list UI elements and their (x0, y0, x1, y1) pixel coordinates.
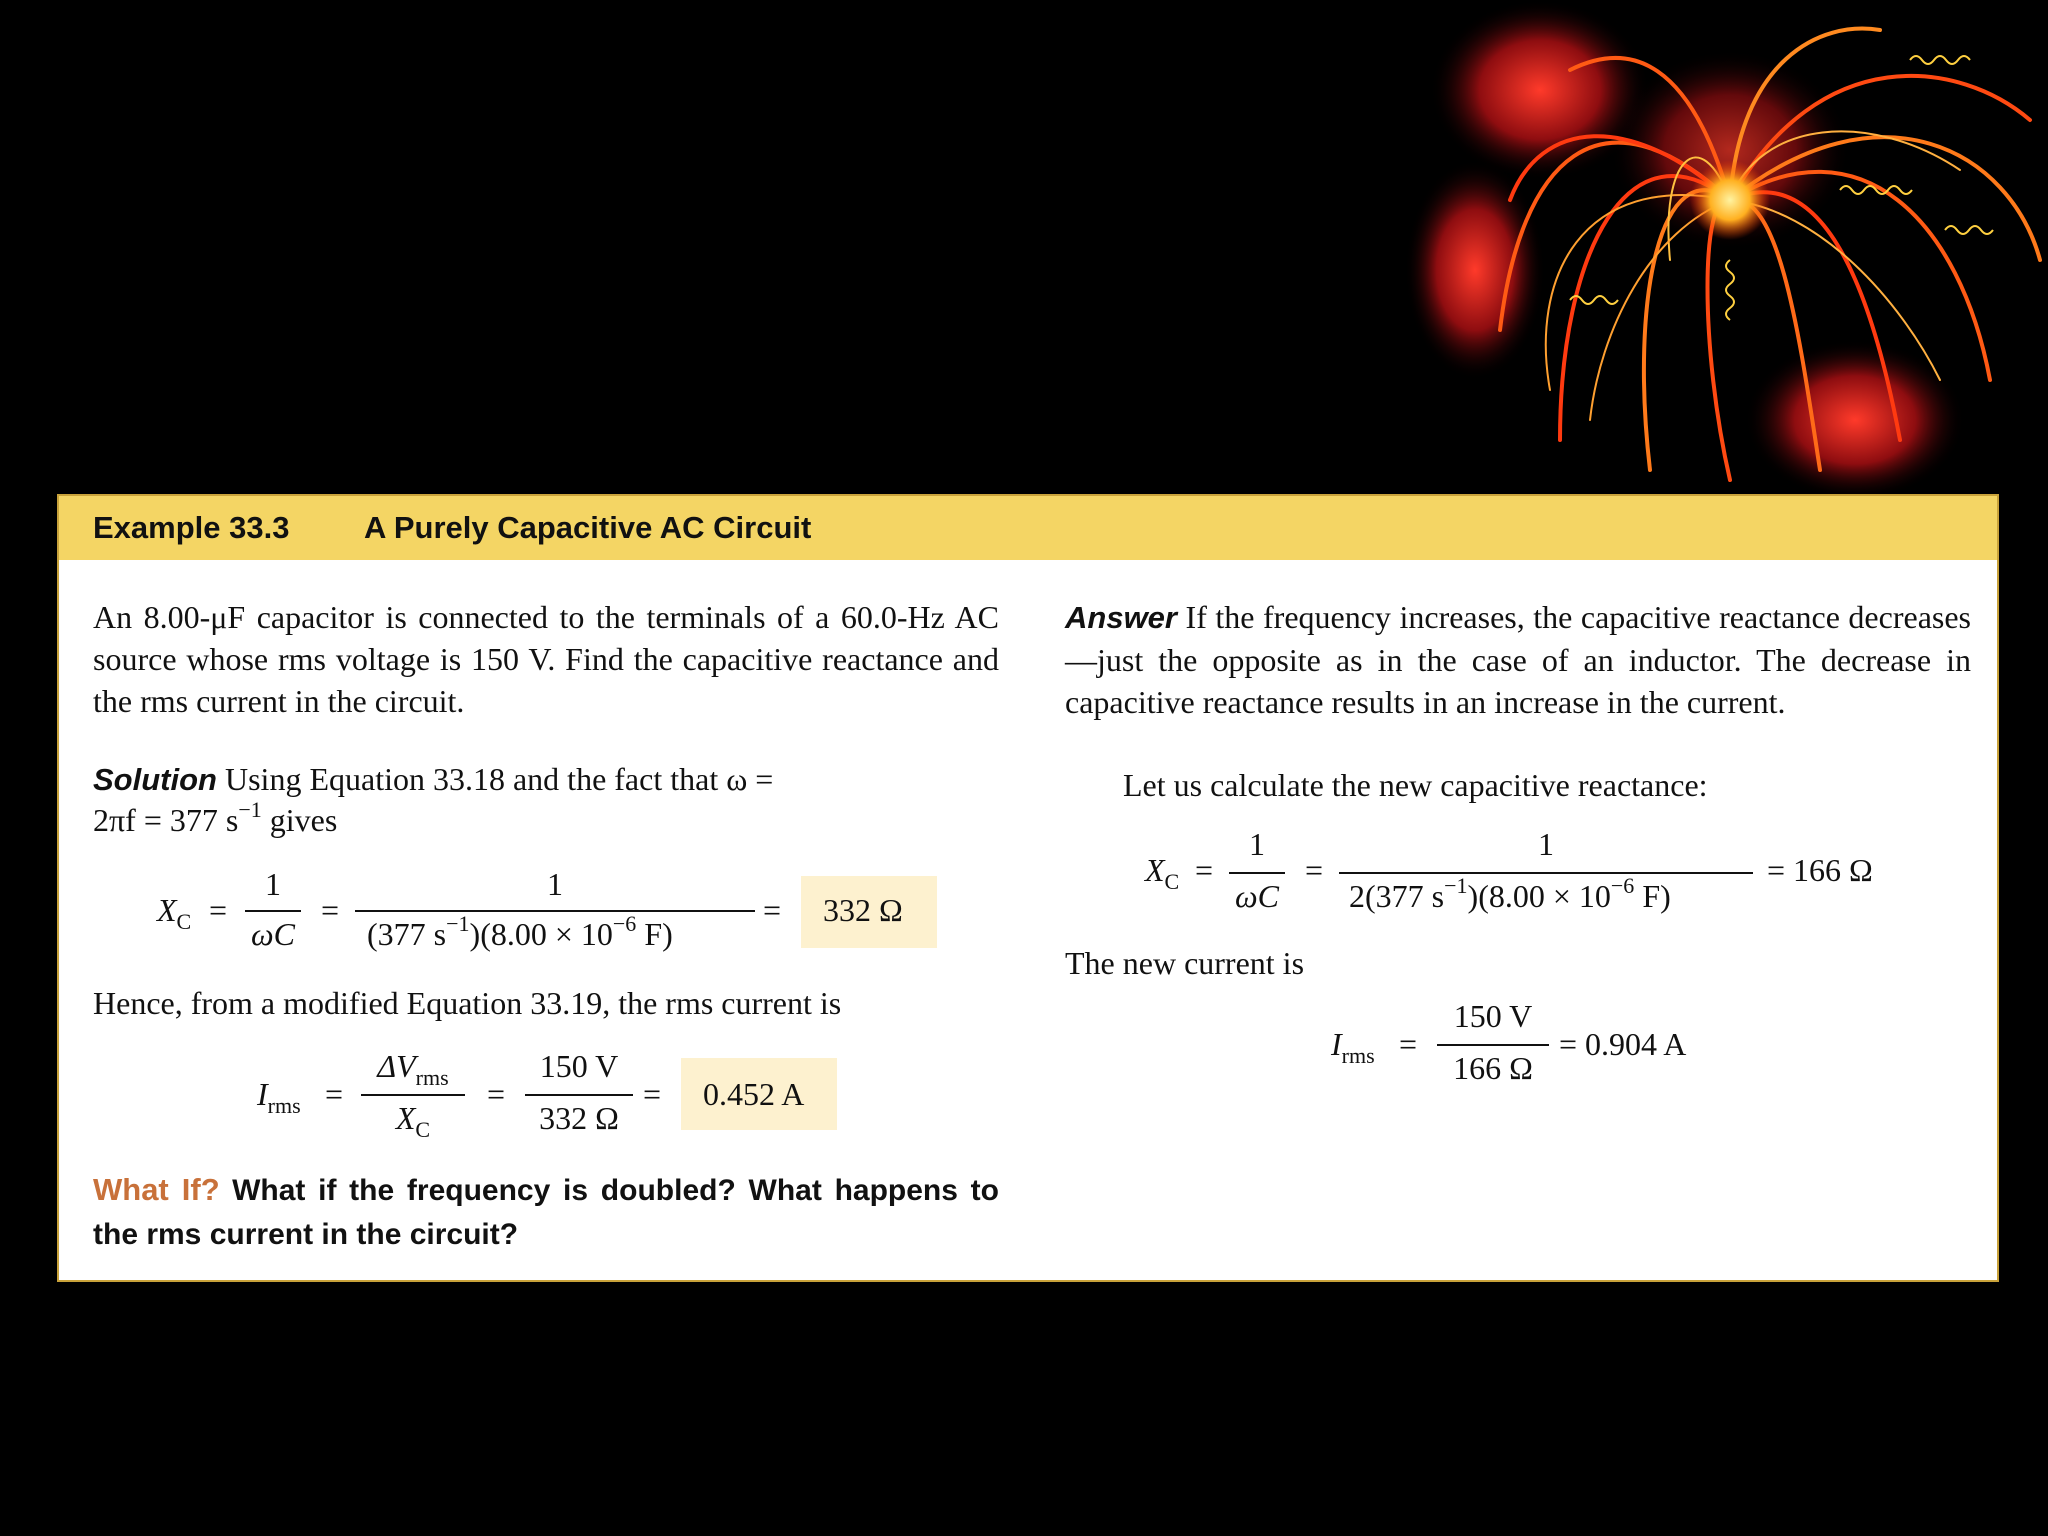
solution-lead: Solution (93, 762, 217, 797)
answer-paragraph (1065, 596, 1971, 723)
answer-lead: Answer (1065, 600, 1177, 635)
eq2-frac1-den: $X_C$ (395, 1100, 431, 1142)
eq1-frac2-den: (377 $s^{-1})(8.00 \times 10^{-6}$ F) (367, 911, 673, 952)
eq4-result: = 0.904 A (1559, 1026, 1687, 1062)
what-if-lead: What If? (93, 1172, 220, 1207)
what-if-paragraph (93, 1168, 999, 1256)
eq3-result: = 166 Ω (1767, 852, 1873, 888)
eq3-frac1-num: 1 (1249, 826, 1265, 862)
eq3-frac1-den: ωC (1235, 878, 1279, 914)
eq3-frac2-num: 1 (1538, 826, 1554, 862)
example-number: Example 33.3 (93, 510, 290, 545)
example-title: A Purely Capacitive AC Circuit (364, 510, 812, 545)
eq4-frac-num: 150 V (1453, 998, 1533, 1034)
solution-line-2: 2πf = 377 $s^{-1}$ gives (93, 797, 338, 838)
fireworks-decoration (1400, 0, 2048, 496)
solution-paragraph (93, 758, 999, 801)
eq4-lhs: $I_{rms}$ (1331, 1026, 1375, 1068)
eq2-lhs: $I_{rms}$ (257, 1076, 301, 1118)
burst-core (1690, 160, 1770, 240)
new-current-sentence: The new current is (1065, 945, 1305, 981)
eq1-lhs: $X_C$ (157, 892, 192, 934)
eq3-frac2-den: 2(377 $s^{-1})(8.00 \times 10^{-6}$ F) (1349, 873, 1671, 914)
calc-intro: Let us calculate the new capacitive reactance: (1123, 767, 1708, 803)
hence-sentence: Hence, from a modified Equation 33.19, the rms current is (93, 985, 842, 1021)
problem-statement: An 8.00-μF capacitor is connected to the terminals of a 60.0-Hz AC source whose rms voltage is 150 V. Find the capacitive reactance and the rms current in the circuit. (93, 599, 999, 719)
eq1-result: 332 Ω (823, 892, 903, 928)
eq1-frac1-num: 1 (265, 866, 281, 902)
glow-blob (1405, 160, 1545, 380)
eq4-frac-den: 166 Ω (1453, 1050, 1533, 1086)
eq1-frac1-den: ωC (251, 916, 295, 952)
eq2-frac2-num: 150 V (539, 1048, 619, 1084)
example-box: Example 33.3 A Purely Capacitive AC Circuit An 8.00-μF capacitor is connected to the terminals of a 60.0-Hz AC source whose rms voltage is 150 V. Find the capacitive reactance and the rms current in the circuit. Solution Using Equation 33.18 and the fact that ω = 2πf = 377 $s^{-1}$ gives $X_C$ = 1 ωC = 1 (377 $s^{-1})(8.00 \times 10^{-6}$ F) = 332 Ω Hence, from a modified Equation 33.19, the rms current is $I_{rms}$ = $\Delta V_{rms}$ $X_C$ = 150 V 332 Ω = 0.452 A What If? What if the frequency is doubled? What happens to the rms current in the circuit? Answer If the frequency increases, the capacitive reactance decreases—just the opposite as in the case of an inductor. The decrease in capacitive reactance results in an increase in the current. Let us calculate the new capacitive reactance: $X_C$ = 1 ωC = 1 2(377 $s^{-1})(8.00 \times 10^{-6}$ F) = 166 Ω The new current is $I_{rms}$ = 150 V 166 Ω = 0.904 A (57, 494, 1999, 1282)
eq1-equals: = (209, 892, 228, 928)
eq2-result: 0.452 A (703, 1076, 805, 1112)
eq3-lhs: $X_C$ (1145, 852, 1180, 894)
what-if-question: What if the frequency is doubled? What happens to the rms current in the circuit? (93, 1174, 999, 1251)
answer-text: If the frequency increases, the capacitive reactance decreases—just the opposite as in the case of an inductor. The decrease in capacitive reactance results in an increase in the current. (1065, 599, 1972, 720)
eq2-frac1-num: $\Delta V_{rms}$ (377, 1048, 449, 1090)
eq1-frac2-num: 1 (547, 866, 563, 902)
example-title-bar (59, 496, 1997, 560)
solution-text-1: Using Equation 33.18 and the fact that ω = (224, 761, 774, 797)
eq2-frac2-den: 332 Ω (539, 1100, 619, 1136)
